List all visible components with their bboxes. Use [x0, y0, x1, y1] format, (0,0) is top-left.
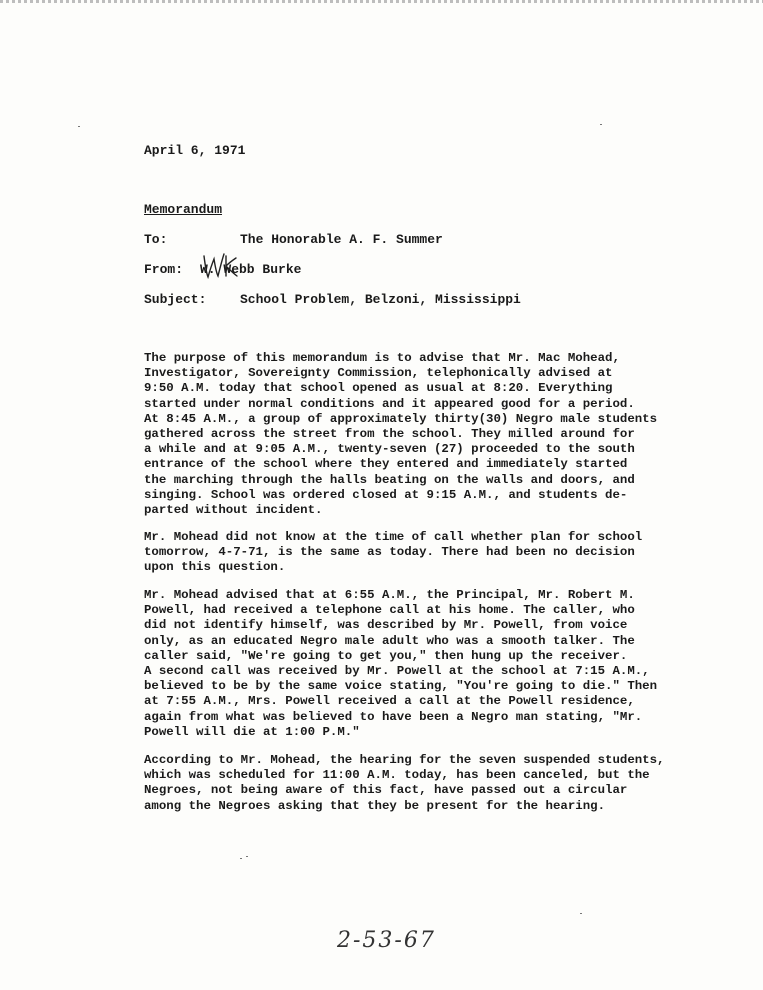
paragraph-line: According to Mr. Mohead, the hearing for the seven suspended students,	[144, 753, 665, 767]
paragraph-line: started under normal conditions and it appeared good for a period.	[144, 396, 635, 411]
paragraph-line: believed to be by the same voice stating, "You're going to die." Then	[144, 679, 658, 694]
paragraph-line: parted without incident.	[144, 503, 323, 518]
paragraph-purpose	[144, 351, 684, 518]
subject-value: School Problem, Belzoni, Mississippi	[240, 292, 521, 307]
paragraph-line: Powell will die at 1:00 P.M."	[144, 724, 360, 739]
paragraph-line: 9:50 A.M. today that school opened as usual at 8:20. Everything	[144, 381, 613, 396]
paragraph-line: Mr. Mohead advised that at 6:55 A.M., the Principal, Mr. Robert M.	[144, 588, 635, 602]
memo-heading: Memorandum	[144, 202, 223, 217]
paragraph-line: again from what was believed to have been a Negro man stating, "Mr.	[144, 709, 643, 724]
paragraph-line: caller said, "We're going to get you," then hung up the receiver.	[144, 648, 628, 663]
scan-top-edge	[0, 0, 763, 3]
paragraph-line: upon this question.	[144, 560, 286, 575]
paragraph-line: a while and at 9:05 A.M., twenty-seven (27) proceeded to the south	[144, 442, 635, 457]
handwritten-file-number: 2-53-67	[337, 928, 436, 953]
from-label: From:	[144, 262, 184, 277]
memo-date: April 6, 1971	[144, 143, 246, 158]
paragraph-line: did not identify himself, was described by Mr. Powell, from voice	[144, 618, 628, 633]
paragraph-line: among the Negroes asking that they be present for the hearing.	[144, 798, 606, 813]
paragraph-calls	[144, 588, 684, 740]
to-label: To:	[144, 232, 168, 247]
scan-speck	[580, 913, 582, 914]
from-value: W. Webb Burke	[200, 262, 302, 277]
paragraph-line: Investigator, Sovereignty Commission, telephonically advised at	[144, 366, 613, 381]
paragraph-line: gathered across the street from the school. They milled around for	[144, 427, 635, 442]
to-line	[144, 232, 443, 247]
paragraph-line: The purpose of this memorandum is to advise that Mr. Mac Mohead,	[144, 351, 620, 365]
paragraph-line: At 8:45 A.M., a group of approximately thirty(30) Negro male students	[144, 411, 658, 426]
paragraph-line: entrance of the school where they entered and immediately started	[144, 457, 628, 472]
paragraph-line: the marching through the halls beating on the walls and doors, and	[144, 472, 635, 487]
paragraph-line: Powell, had received a telephone call at his home. The caller, who	[144, 603, 635, 618]
paragraph-line: which was scheduled for 11:00 A.M. today, has been canceled, but the	[144, 768, 650, 783]
paragraph-line: tomorrow, 4-7-71, is the same as today. There had been no decision	[144, 545, 635, 560]
to-value: The Honorable A. F. Summer	[240, 232, 443, 247]
paragraph-line: A second call was received by Mr. Powell at the school at 7:15 A.M.,	[144, 664, 650, 679]
paragraph-line: Negroes, not being aware of this fact, have passed out a circular	[144, 783, 628, 798]
paragraph-line: Mr. Mohead did not know at the time of call whether plan for school	[144, 530, 643, 544]
scan-speck	[246, 856, 248, 857]
paragraph-hearing	[144, 753, 684, 814]
paragraph-plan	[144, 530, 684, 576]
subject-label: Subject:	[144, 292, 207, 307]
scan-speck	[600, 124, 602, 125]
handwritten-initials	[200, 250, 240, 280]
paragraph-line: only, as an educated Negro male adult who was a smooth talker. The	[144, 633, 635, 648]
scan-speck	[78, 126, 80, 127]
paragraph-line: at 7:55 A.M., Mrs. Powell received a call at the Powell residence,	[144, 694, 635, 709]
paragraph-line: singing. School was ordered closed at 9:15 A.M., and students de-	[144, 487, 628, 502]
scan-speck	[240, 858, 242, 859]
subject-line	[144, 292, 521, 307]
